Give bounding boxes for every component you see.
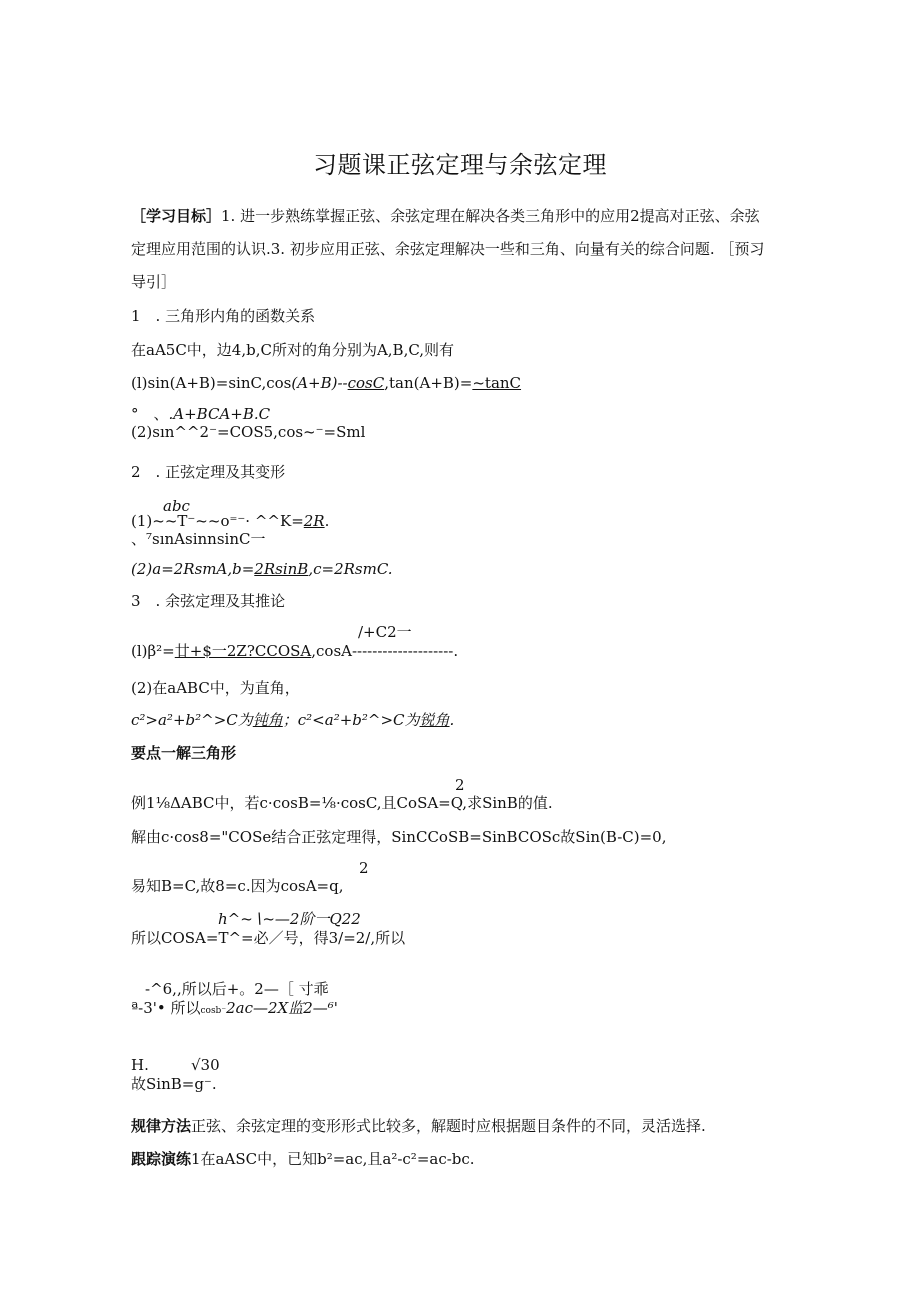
section-2-formula-1 xyxy=(131,512,329,530)
example-fraction-numerator: 2 xyxy=(455,776,465,794)
solution-answer: 故SinB=g⁻. xyxy=(131,1075,217,1093)
answer-blank-obtuse: 钝角 xyxy=(252,711,283,729)
answer-blank-2R: 2R xyxy=(303,512,325,530)
key-point-heading: 要点一解三角形 xyxy=(131,744,237,762)
method-line xyxy=(131,1117,706,1135)
formula-part: c²>a²+b²^>C为 xyxy=(131,711,253,729)
answer-blank-2RsinB: 2RsinB xyxy=(254,560,309,578)
solution-fraction-top: h^~∖~—2阶一Q22 xyxy=(218,910,361,928)
formula-part: (l)β²= xyxy=(131,642,175,660)
solution-line-2: 易知B=C,故8=c.因为cosA=q, xyxy=(131,877,344,895)
formula-part: ,c=2RsmC. xyxy=(308,560,393,578)
formula-part: ª-3'• 所以 xyxy=(131,999,201,1017)
formula-part: ,cosA--------------------. xyxy=(311,642,459,660)
section-1-formula-2: (2)sın^^2⁻=COS5,cos~⁻=Sml xyxy=(131,423,366,441)
objectives-text-1: 1. 进一步熟练掌握正弦、余弦定理在解决各类三角形中的应用2提高对正弦、余弦 xyxy=(221,207,760,225)
solution-line-5 xyxy=(131,999,338,1020)
section-3-formula-2: (2)在aABC中，为直角， xyxy=(131,679,300,697)
practice-text: 1在aASC中，已知b²=ac,且a²-c²=ac-bc. xyxy=(191,1150,475,1168)
formula-part: ° 、 xyxy=(131,405,169,423)
method-label: 规律方法 xyxy=(131,1117,192,1135)
section-3-fraction-top: /+C2一 xyxy=(358,623,412,641)
formula-part: (2)a=2RsmA,b= xyxy=(131,560,255,578)
solution-line-1: 解由c·cos8="COSe结合正弦定理得，SinCCoSB=SinBCOSc故Sin(B-C)=0, xyxy=(131,828,667,846)
formula-part: . xyxy=(324,512,330,530)
example-problem: 例1⅛ΔABC中，若c·cosB=⅛·cosC,且CoSA=Q,求SinB的值. xyxy=(131,794,553,812)
section-2-formula-denominator: 、⁷sınAsinnsinC一 xyxy=(131,530,266,548)
section-3-heading: 3 . 余弦定理及其推论 xyxy=(131,592,286,610)
formula-part: (1)~~T⁻~~o⁼⁻· ^^K= xyxy=(131,512,304,530)
section-1-formula-2-top xyxy=(131,405,270,423)
section-2-abc: abc xyxy=(163,497,190,515)
solution-sqrt-30: √30 xyxy=(191,1056,220,1074)
answer-blank-tanC: ~tanC xyxy=(472,374,522,392)
formula-part: . xyxy=(449,711,455,729)
solution-h-label: H. xyxy=(131,1056,149,1074)
solution-fraction-numerator: 2 xyxy=(359,859,369,877)
objectives-line-1 xyxy=(131,207,760,225)
section-1-formula-1 xyxy=(131,374,521,392)
practice-line xyxy=(131,1150,475,1168)
section-1-intro: 在aA5C中，边4,b,C所对的角分别为A,B,C,则有 xyxy=(131,341,455,359)
objectives-label: ［学习目标］ xyxy=(131,207,222,225)
formula-part: ,tan(A+B)= xyxy=(384,374,473,392)
answer-blank-acute: 锐角 xyxy=(419,711,450,729)
practice-label: 跟踪演练 xyxy=(131,1150,192,1168)
formula-part: cosb⁻ xyxy=(200,1006,227,1016)
answer-blank-cosine-law: 廿+$一2Z?CCOSA xyxy=(174,642,312,660)
section-3-formula-1 xyxy=(131,642,458,660)
section-1-heading: 1 . 三角形内角的函数关系 xyxy=(131,307,316,325)
formula-part: (A+B)-- xyxy=(291,374,348,392)
section-2-formula-2 xyxy=(131,560,393,578)
section-3-formula-3 xyxy=(131,711,454,729)
formula-part: 2ac—2X监2—⁶' xyxy=(226,999,338,1017)
objectives-line-3: 导引］ xyxy=(131,273,177,291)
solution-line-3: 所以COSA=T^=必／号，得3/=2/,所以 xyxy=(131,929,406,947)
formula-part: .A+BCA+B.C xyxy=(168,405,271,423)
method-text: 正弦、余弦定理的变形形式比较多，解题时应根据题目条件的不同，灵活选择. xyxy=(191,1117,706,1135)
formula-part: (l)sin(A+B)=sinC,cos xyxy=(131,374,292,392)
solution-line-4: -^6,,所以后+。2—［ 寸乖 xyxy=(145,980,329,998)
formula-part: ；c²<a²+b²^>C为 xyxy=(282,711,420,729)
answer-blank-cosC: cosC xyxy=(347,374,385,392)
section-2-heading: 2 . 正弦定理及其变形 xyxy=(131,463,286,481)
page-title: 习题课正弦定理与余弦定理 xyxy=(313,151,607,179)
objectives-line-2: 定理应用范围的认识.3. 初步应用正弦、余弦定理解决一些和三角、向量有关的综合问题. ［预习 xyxy=(131,240,765,258)
